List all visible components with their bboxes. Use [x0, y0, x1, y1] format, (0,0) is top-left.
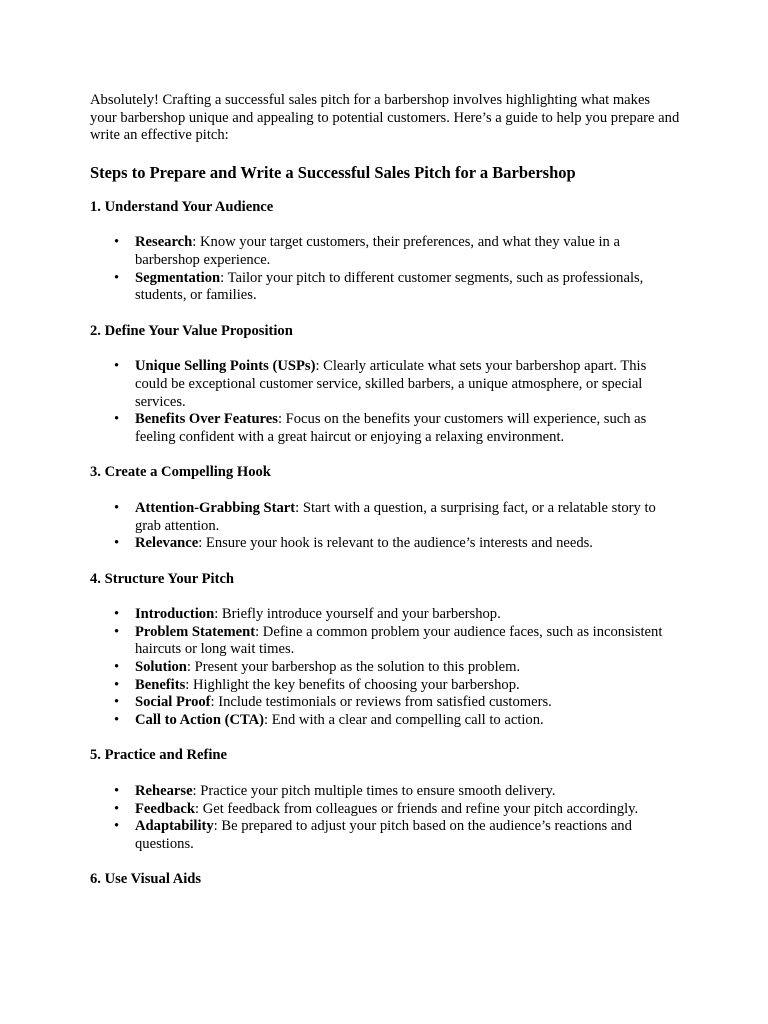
bullet-list [90, 234, 680, 304]
item-description: : Get feedback from colleagues or friends and refine your pitch accordingly. [195, 800, 639, 817]
item-description: : Ensure your hook is relevant to the audience’s interests and needs. [198, 535, 593, 552]
bullet-list [90, 783, 680, 853]
item-description: : Clearly articulate what sets your barbershop apart. This could be exceptional customer service, skilled barbers, a unique atmosphere, or special services. [135, 358, 647, 410]
item-term: Benefits Over Features [135, 411, 278, 428]
section-heading: 2. Define Your Value Proposition [90, 322, 293, 339]
bullet-icon: • [114, 535, 120, 552]
section-heading: 6. Use Visual Aids [90, 871, 202, 888]
item-description: : Focus on the benefits your customers will experience, such as feeling confident with a great haircut or enjoying a relaxing environment. [135, 411, 647, 445]
item-term: Segmentation [135, 269, 221, 286]
bullet-icon: • [114, 234, 120, 251]
item-description: : Include testimonials or reviews from satisfied customers. [210, 694, 552, 711]
bullet-icon: • [114, 606, 120, 623]
item-description: : Start with a question, a surprising fact, or a relatable story to grab attention. [135, 499, 656, 534]
list-item [90, 624, 680, 659]
list-item [90, 677, 680, 695]
list-item [90, 411, 680, 446]
item-term: Feedback [135, 800, 195, 817]
list-item [90, 535, 680, 553]
bullet-icon: • [114, 783, 120, 800]
item-term: Unique Selling Points (USPs) [135, 358, 316, 375]
item-term: Benefits [135, 676, 186, 693]
section-heading: 3. Create a Compelling Hook [90, 464, 271, 481]
list-item [90, 500, 680, 535]
item-term: Introduction [135, 606, 215, 623]
bullet-list [90, 606, 680, 729]
item-term: Call to Action (CTA) [135, 711, 265, 728]
bullet-icon: • [114, 800, 120, 817]
item-term: Rehearse [135, 783, 193, 800]
bullet-icon: • [114, 818, 120, 835]
document-page [90, 92, 680, 907]
list-item [90, 234, 680, 269]
bullet-list [90, 358, 680, 446]
bullet-icon: • [114, 676, 120, 693]
bullet-icon: • [114, 659, 120, 676]
bullet-icon: • [114, 694, 120, 711]
item-description: : Practice your pitch multiple times to ensure smooth delivery. [192, 783, 556, 800]
bullet-icon: • [114, 269, 120, 286]
bullet-icon: • [114, 711, 120, 728]
section-heading: 5. Practice and Refine [90, 747, 227, 764]
item-term: Relevance [135, 535, 199, 552]
item-description: : End with a clear and compelling call to action. [264, 711, 544, 728]
section-heading: 4. Structure Your Pitch [90, 570, 235, 587]
bullet-list [90, 500, 680, 553]
intro-paragraph: Absolutely! Crafting a successful sales pitch for a barbershop involves highlighting what makes your barbershop unique and appealing to potential customers. Here’s a guide to help you prepare and write an effective pitch: [90, 92, 680, 144]
bullet-icon: • [114, 411, 120, 428]
list-item [90, 712, 680, 730]
list-item [90, 783, 680, 801]
item-description: : Know your target customers, their preferences, and what they value in a barbershop experience. [135, 234, 620, 268]
bullet-icon: • [114, 358, 120, 375]
item-term: Solution [135, 659, 187, 676]
bullet-icon: • [114, 623, 120, 640]
item-term: Adaptability [135, 818, 214, 835]
list-item [90, 818, 680, 853]
section-heading: 1. Understand Your Audience [90, 198, 274, 215]
item-term: Research [135, 234, 193, 251]
item-description: : Present your barbershop as the solution to this problem. [186, 659, 521, 676]
item-description: : Define a common problem your audience faces, such as inconsistent haircuts or long wait times. [135, 623, 663, 658]
list-item [90, 270, 680, 305]
item-description: : Be prepared to adjust your pitch based on the audience’s reactions and questions. [135, 818, 632, 852]
list-item [90, 694, 680, 712]
item-description: : Briefly introduce yourself and your barbershop. [214, 606, 501, 623]
item-description: : Highlight the key benefits of choosing your barbershop. [185, 676, 520, 693]
list-item [90, 358, 680, 411]
item-term: Attention-Grabbing Start [135, 499, 296, 516]
item-term: Problem Statement [135, 623, 256, 640]
sections-container [90, 199, 680, 889]
item-term: Social Proof [135, 694, 211, 711]
list-item [90, 606, 680, 624]
document-title: Steps to Prepare and Write a Successful Sales Pitch for a Barbershop [90, 162, 576, 182]
list-item [90, 659, 680, 677]
item-description: : Tailor your pitch to different customer segments, such as professionals, students, or families. [135, 269, 644, 304]
bullet-icon: • [114, 499, 120, 516]
list-item [90, 801, 680, 819]
